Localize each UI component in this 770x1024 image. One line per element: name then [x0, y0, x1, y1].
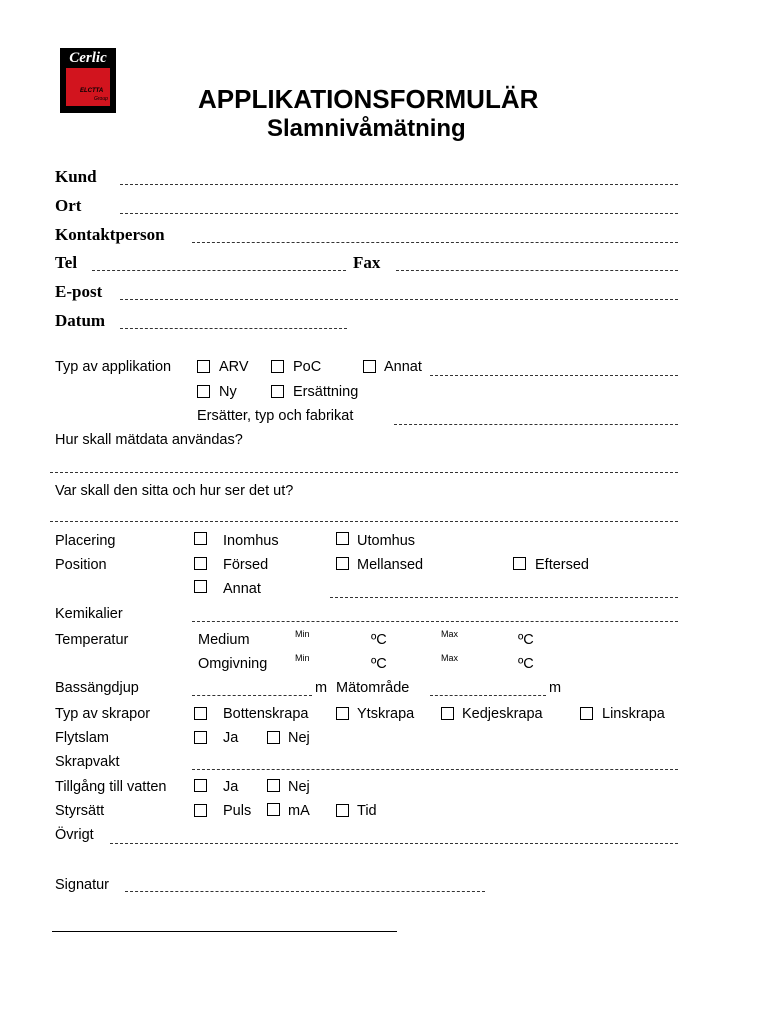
- omgivning-min-label: Min: [295, 653, 310, 663]
- usage-field[interactable]: [50, 472, 678, 473]
- styrsatt-label: Styrsätt: [55, 803, 105, 819]
- medium-max-unit: ºC: [518, 632, 534, 648]
- medium-min-label: Min: [295, 629, 310, 639]
- eftersed-checkbox[interactable]: [513, 557, 526, 570]
- bassang-unit: m: [315, 680, 328, 696]
- linskrapa-checkbox[interactable]: [580, 707, 593, 720]
- kund-field[interactable]: [120, 184, 678, 185]
- annat-pos-label: Annat: [223, 581, 261, 597]
- ort-field[interactable]: [120, 213, 678, 214]
- bottenskrapa-label: Bottenskrapa: [223, 706, 309, 722]
- placering-label: Placering: [55, 533, 116, 549]
- puls-label: Puls: [223, 803, 252, 819]
- annat-app-checkbox[interactable]: [363, 360, 376, 373]
- ovrigt-label: Övrigt: [55, 827, 94, 843]
- ny-label: Ny: [219, 384, 237, 400]
- company-logo: [60, 48, 116, 113]
- tel-label: Tel: [55, 253, 78, 272]
- bassang-field[interactable]: [192, 695, 312, 696]
- eftersed-label: Eftersed: [535, 557, 589, 573]
- poc-checkbox[interactable]: [271, 360, 284, 373]
- epost-field[interactable]: [120, 299, 678, 300]
- kontaktperson-field[interactable]: [192, 242, 678, 243]
- vatten-ja-label: Ja: [223, 779, 239, 795]
- page-title: APPLIKATIONSFORMULÄR: [198, 84, 539, 114]
- usage-question: Hur skall mätdata användas?: [55, 432, 243, 448]
- replace-field[interactable]: [394, 424, 678, 425]
- ytskrapa-checkbox[interactable]: [336, 707, 349, 720]
- arv-checkbox[interactable]: [197, 360, 210, 373]
- omgivning-label: Omgivning: [198, 656, 268, 672]
- ny-checkbox[interactable]: [197, 385, 210, 398]
- tid-checkbox[interactable]: [336, 804, 349, 817]
- fax-label: Fax: [353, 253, 381, 272]
- bottenskrapa-checkbox[interactable]: [194, 707, 207, 720]
- kontaktperson-label: Kontaktperson: [55, 225, 165, 244]
- omgivning-min-unit: ºC: [371, 656, 387, 672]
- omgivning-max-label: Max: [441, 653, 459, 663]
- datum-field[interactable]: [120, 328, 347, 329]
- medium-label: Medium: [198, 632, 250, 648]
- omgivning-max-unit: ºC: [518, 656, 534, 672]
- annat-app-field[interactable]: [430, 375, 678, 376]
- ersattning-label: Ersättning: [293, 384, 359, 400]
- location-question: Var skall den sitta och hur ser det ut?: [55, 483, 294, 499]
- flytslam-ja-label: Ja: [223, 730, 239, 746]
- kedjeskrapa-label: Kedjeskrapa: [462, 706, 543, 722]
- poc-label: PoC: [293, 359, 322, 375]
- signatur-label: Signatur: [55, 877, 110, 893]
- flytslam-label: Flytslam: [55, 730, 109, 746]
- application-label: Typ av applikation: [55, 359, 172, 375]
- flytslam-nej-label: Nej: [288, 730, 310, 746]
- skrapor-label: Typ av skrapor: [55, 706, 151, 722]
- linskrapa-label: Linskrapa: [602, 706, 665, 722]
- footer-divider: [52, 931, 397, 932]
- skrapvakt-label: Skrapvakt: [55, 754, 120, 770]
- location-field[interactable]: [50, 521, 678, 522]
- ytskrapa-label: Ytskrapa: [357, 706, 415, 722]
- utomhus-label: Utomhus: [357, 533, 416, 549]
- range-label: Mätområde: [336, 680, 410, 696]
- ma-checkbox[interactable]: [267, 803, 280, 816]
- inomhus-label: Inomhus: [223, 533, 279, 549]
- flytslam-nej-checkbox[interactable]: [267, 731, 280, 744]
- fax-field[interactable]: [396, 270, 678, 271]
- ort-label: Ort: [55, 196, 82, 215]
- ovrigt-field[interactable]: [110, 843, 678, 844]
- medium-min-unit: ºC: [371, 632, 387, 648]
- inomhus-checkbox[interactable]: [194, 532, 207, 545]
- skrapvakt-field[interactable]: [192, 769, 678, 770]
- annat-app-label: Annat: [384, 359, 422, 375]
- vatten-nej-checkbox[interactable]: [267, 779, 280, 792]
- page-subtitle: Slamnivåmätning: [267, 115, 466, 142]
- kemikalier-field[interactable]: [192, 621, 678, 622]
- datum-label: Datum: [55, 311, 106, 330]
- epost-label: E-post: [55, 282, 103, 301]
- logo-name: Cerlic: [69, 50, 107, 66]
- medium-max-label: Max: [441, 629, 459, 639]
- vatten-nej-label: Nej: [288, 779, 310, 795]
- range-field[interactable]: [430, 695, 546, 696]
- temperatur-label: Temperatur: [55, 632, 129, 648]
- forsed-label: Försed: [223, 557, 269, 573]
- position-label: Position: [55, 557, 107, 573]
- forsed-checkbox[interactable]: [194, 557, 207, 570]
- annat-pos-field[interactable]: [330, 597, 678, 598]
- ma-label: mA: [288, 803, 310, 819]
- kund-label: Kund: [55, 167, 97, 186]
- flytslam-ja-checkbox[interactable]: [194, 731, 207, 744]
- signatur-field[interactable]: [125, 891, 485, 892]
- arv-label: ARV: [219, 359, 249, 375]
- mellansed-checkbox[interactable]: [336, 557, 349, 570]
- ersattning-checkbox[interactable]: [271, 385, 284, 398]
- range-unit: m: [549, 680, 562, 696]
- puls-checkbox[interactable]: [194, 804, 207, 817]
- logo-sub2: Group: [94, 96, 108, 102]
- mellansed-label: Mellansed: [357, 557, 424, 573]
- vatten-label: Tillgång till vatten: [55, 779, 167, 795]
- logo-sub: ELCTTA: [80, 88, 104, 94]
- kemikalier-label: Kemikalier: [55, 606, 123, 622]
- replace-label: Ersätter, typ och fabrikat: [197, 408, 354, 424]
- annat-pos-checkbox[interactable]: [194, 580, 207, 593]
- kedjeskrapa-checkbox[interactable]: [441, 707, 454, 720]
- bassang-label: Bassängdjup: [55, 680, 139, 696]
- tel-field[interactable]: [92, 270, 346, 271]
- utomhus-checkbox[interactable]: [336, 532, 349, 545]
- tid-label: Tid: [357, 803, 377, 819]
- vatten-ja-checkbox[interactable]: [194, 779, 207, 792]
